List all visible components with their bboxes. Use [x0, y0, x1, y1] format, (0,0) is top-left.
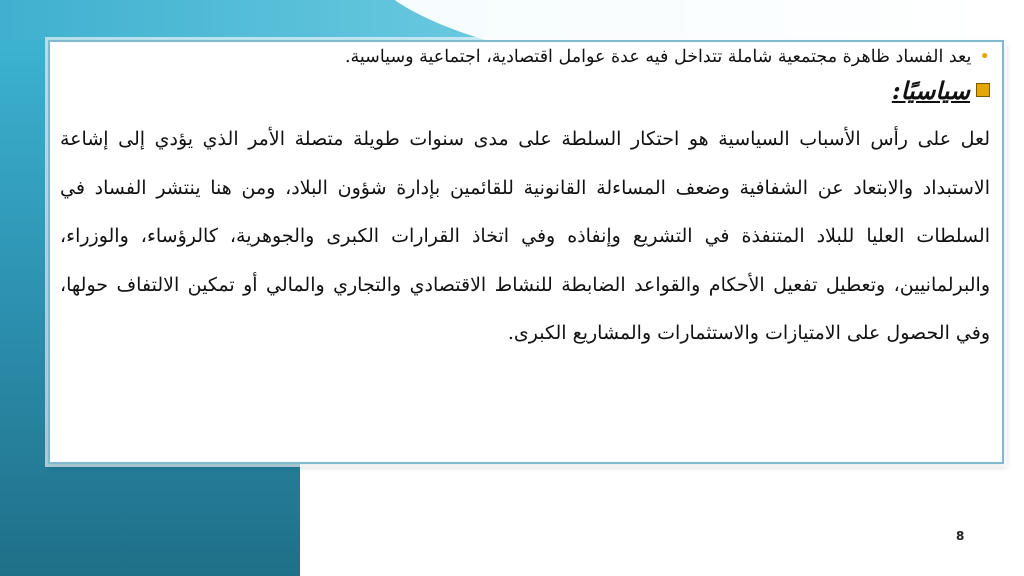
bullet-text: يعد الفساد ظاهرة مجتمعية شاملة تتداخل فيه عدة عوامل اقتصادية، اجتماعية وسياسية.: [344, 47, 972, 67]
background-bottom: [300, 465, 1024, 576]
bullet-line: [60, 40, 990, 74]
section-heading: سياسيًا:: [891, 75, 970, 105]
page-number: 8: [956, 529, 965, 543]
slide-content: [60, 40, 990, 358]
square-bullet-icon: [976, 83, 990, 97]
bullet-dot-icon: •: [979, 46, 990, 67]
body-paragraph: لعل على رأس الأسباب السياسية هو احتكار السلطة على مدى سنوات طويلة متصلة الأمر الذي يؤدي إلى إشاعة الاستبداد والابتعاد عن الشفافية وضعف المساءلة القانونية للقائمين بإدارة شؤون البلاد، ومن هنا ينتشر الفساد في السلطات العليا للبلاد المتنفذة في التشريع وإنفاذه وفي اتخاذ القرارات الكبرى والجوهرية، كالرؤساء، والوزراء، والبرلمانيين، وتعطيل تفعيل الأحكام والقواعد الضابطة للنشاط الاقتصادي والتجاري والمالي أو تمكين الالتفاف حولها، وفي الحصول على الامتيازات والاستثمارات والمشاريع الكبرى.: [60, 128, 990, 344]
heading-line: [60, 72, 990, 108]
